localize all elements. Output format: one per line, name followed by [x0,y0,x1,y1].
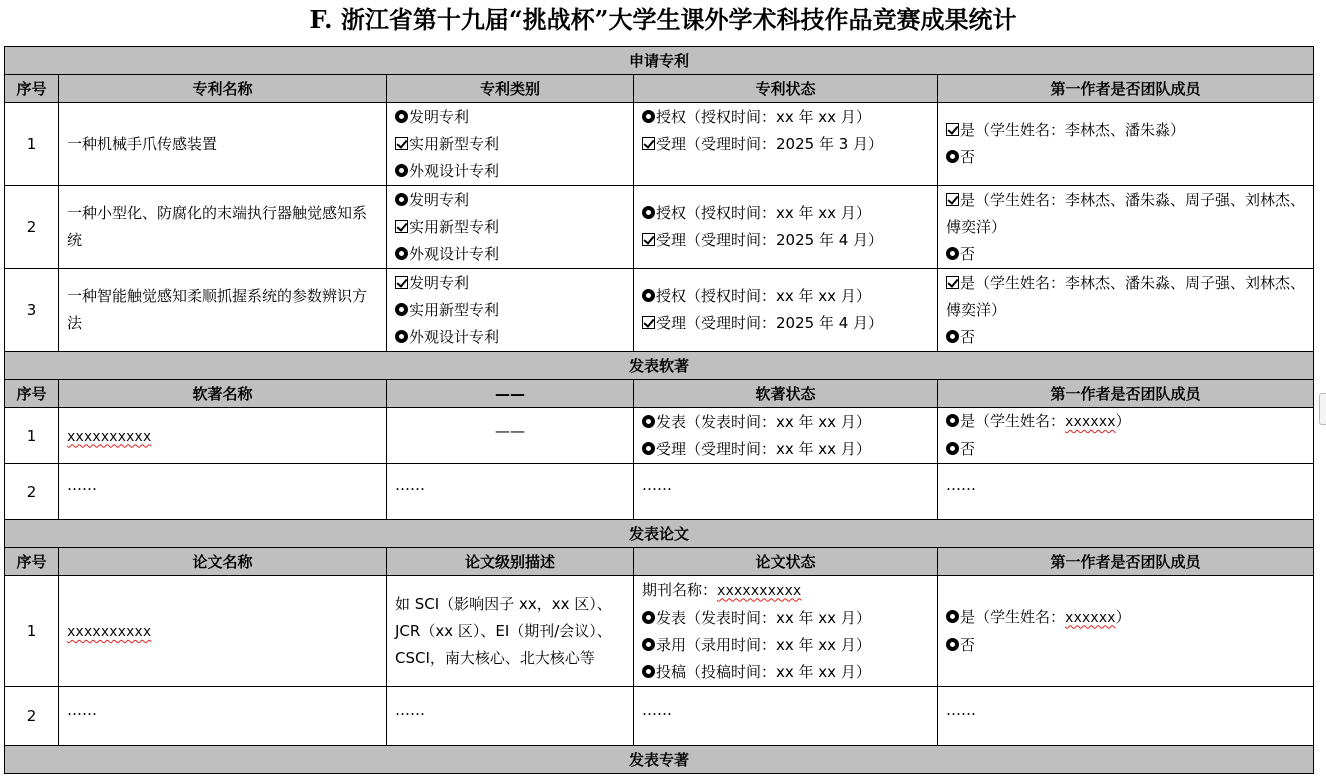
section-header-papers [5,520,1314,548]
checkbox-checked-icon[interactable] [642,137,655,150]
patent-status-cell [634,186,938,269]
checkbox-checked-icon[interactable] [946,193,959,206]
radio-icon[interactable] [642,611,655,624]
option-item: 录用（录用时间：xx 年 xx 月） [642,632,929,659]
patent-status-cell [634,103,938,186]
team-member-cell: …… [938,464,1314,520]
software-name: …… [59,464,387,520]
radio-icon[interactable] [946,247,959,260]
patent-category-cell [387,269,634,352]
column-header: 论文状态 [634,548,938,576]
radio-icon[interactable] [642,665,655,678]
radio-icon[interactable] [395,303,408,316]
option-item: 受理（受理时间：2025 年 4 月） [642,310,929,337]
option-item: 是（学生姓名：李林杰、潘朱淼、周子强、刘林杰、傅奕洋） [946,273,1306,319]
placeholder-cell: …… [387,464,634,520]
option-item: 授权（授权时间：xx 年 xx 月） [642,200,929,227]
option-item: 授权（授权时间：xx 年 xx 月） [642,283,929,310]
option-item: 授权（授权时间：xx 年 xx 月） [642,104,929,131]
side-panel-handle[interactable] [1319,393,1326,425]
radio-icon[interactable] [642,110,655,123]
row-number: 1 [5,103,59,186]
section-header-software [5,352,1314,380]
radio-icon[interactable] [642,206,655,219]
radio-icon[interactable] [642,289,655,302]
option-item: 否 [946,632,1305,659]
option-item: 是（学生姓名：xxxxxx） [946,604,1305,632]
row-number: 2 [5,687,59,746]
paper-name: …… [59,687,387,746]
option-item: 是（学生姓名：李林杰、潘朱淼） [946,117,1305,144]
column-header: 第一作者是否团队成员 [938,548,1314,576]
column-header: 序号 [5,380,59,408]
radio-icon[interactable] [395,193,408,206]
option-item: 受理（受理时间：2025 年 4 月） [642,227,929,254]
row-number: 3 [5,269,59,352]
option-item: 发明专利 [395,187,625,214]
section-title: 发表软著 [5,352,1314,380]
row-number: 2 [5,186,59,269]
patent-name: 一种小型化、防腐化的末端执行器触觉感知系统 [59,186,387,269]
team-member-cell: …… [938,687,1314,746]
column-header: 第一作者是否团队成员 [938,380,1314,408]
checkbox-checked-icon[interactable] [395,220,408,233]
section-title: 发表论文 [5,520,1314,548]
patent-category-cell [387,186,634,269]
option-item: 实用新型专利 [395,214,625,241]
patent-name: 一种智能触觉感知柔顺抓握系统的参数辨识方法 [59,269,387,352]
page-title: F. 浙江省第十九届“挑战杯”大学生课外学术科技作品竞赛成果统计 [309,5,1017,34]
column-header: 序号 [5,548,59,576]
radio-icon[interactable] [946,442,959,455]
radio-icon[interactable] [642,442,655,455]
table-row [5,576,1314,687]
team-member-cell [938,269,1314,352]
column-header-row [5,380,1314,408]
option-item: 实用新型专利 [395,131,625,158]
team-member-cell [938,103,1314,186]
radio-icon[interactable] [946,638,959,651]
placeholder-cell: —— [387,408,634,464]
row-number: 1 [5,408,59,464]
option-item: 否 [946,324,1305,351]
table-row [5,687,1314,746]
section-title: 申请专利 [5,47,1314,75]
option-item: 受理（受理时间：2025 年 3 月） [642,131,929,158]
option-item: 否 [946,144,1305,171]
paper-level: …… [387,687,634,746]
option-item: 发表（发表时间：xx 年 xx 月） [642,409,929,436]
radio-icon[interactable] [395,164,408,177]
column-header: —— [387,380,634,408]
journal-name: 期刊名称：xxxxxxxxxx [642,580,802,599]
software-name: xxxxxxxxxx [59,408,387,464]
option-item: 发明专利 [395,270,625,297]
column-header: 论文级别描述 [387,548,634,576]
column-header-row [5,548,1314,576]
column-header: 软著状态 [634,380,938,408]
checkbox-checked-icon[interactable] [642,233,655,246]
radio-icon[interactable] [642,638,655,651]
table-row [5,464,1314,520]
patent-name: 一种机械手爪传感装置 [59,103,387,186]
section-title: 发表专著 [5,746,1314,774]
radio-icon[interactable] [395,247,408,260]
patent-status-cell [634,269,938,352]
option-item: 是（学生姓名：李林杰、潘朱淼、周子强、刘林杰、傅奕洋） [946,190,1306,236]
section-header-monographs [5,746,1314,774]
paper-name: xxxxxxxxxx [59,576,387,687]
team-member-cell [938,408,1314,464]
option-item: 否 [946,241,1305,268]
option-item: 否 [946,436,1305,463]
option-item: 外观设计专利 [395,158,625,185]
radio-icon[interactable] [395,330,408,343]
row-number: 2 [5,464,59,520]
checkbox-checked-icon[interactable] [642,316,655,329]
option-item: 受理（受理时间：xx 年 xx 月） [642,436,929,463]
patent-category-cell [387,103,634,186]
radio-icon[interactable] [946,414,959,427]
radio-icon[interactable] [946,610,959,623]
option-item: 实用新型专利 [395,297,625,324]
column-header: 第一作者是否团队成员 [938,75,1314,103]
table-row [5,408,1314,464]
team-member-cell [938,186,1314,269]
column-header: 专利类别 [387,75,634,103]
table-row [5,269,1314,352]
column-header-row [5,75,1314,103]
option-item: 发表（发表时间：xx 年 xx 月） [642,605,929,632]
option-item: 外观设计专利 [395,324,625,351]
column-header: 序号 [5,75,59,103]
option-item: 是（学生姓名：xxxxxx） [946,408,1305,436]
section-header-patents [5,47,1314,75]
team-member-cell [938,576,1314,687]
option-item: 发明专利 [395,104,625,131]
results-table [4,46,1314,774]
paper-level: 如 SCI（影响因子 xx，xx 区）、JCR（xx 区）、EI（期刊/会议）、CSCI，南大核心、北大核心等 [387,576,634,687]
checkbox-checked-icon[interactable] [395,276,408,289]
table-row [5,103,1314,186]
column-header: 专利状态 [634,75,938,103]
radio-icon[interactable] [395,110,408,123]
software-status-cell: …… [634,464,938,520]
radio-icon[interactable] [946,150,959,163]
column-header: 软著名称 [59,380,387,408]
option-item: 投稿（投稿时间：xx 年 xx 月） [642,659,929,686]
paper-status-cell [634,576,938,687]
table-row [5,186,1314,269]
checkbox-checked-icon[interactable] [946,276,959,289]
column-header: 论文名称 [59,548,387,576]
paper-status-cell: …… [634,687,938,746]
row-number: 1 [5,576,59,687]
checkbox-checked-icon[interactable] [946,123,959,136]
column-header: 专利名称 [59,75,387,103]
software-status-cell [634,408,938,464]
radio-icon[interactable] [642,415,655,428]
checkbox-checked-icon[interactable] [395,137,408,150]
radio-icon[interactable] [946,330,959,343]
option-item: 外观设计专利 [395,241,625,268]
